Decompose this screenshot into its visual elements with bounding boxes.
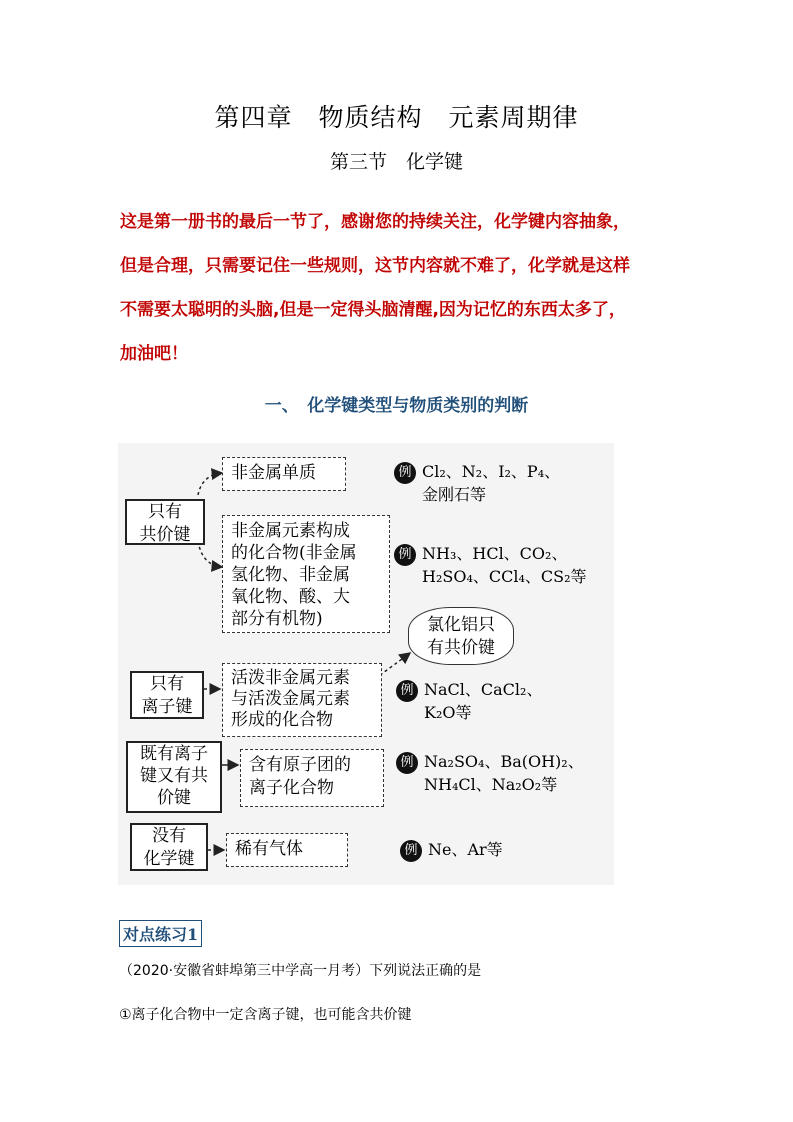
box-text: 离子化合物 <box>249 778 334 798</box>
example-4 <box>396 751 584 796</box>
statement-1: ①离子化合物中一定含离子键，也可能含共价键 <box>119 1007 412 1023</box>
nonmetal-element-box: 非金属单质 <box>222 457 346 491</box>
example-1 <box>394 461 560 506</box>
question-source: （2020·安徽省蚌埠第三中学高一月考）下列说法正确的是 <box>119 963 482 979</box>
box-text: 没有 <box>152 826 186 846</box>
example-5 <box>400 839 503 862</box>
example-icon: 例 <box>394 544 416 566</box>
example-text: NaCl、CaCl₂、 <box>424 680 543 699</box>
box-text: 离子键 <box>141 697 193 717</box>
box-text: 共价键 <box>139 525 191 545</box>
bond-type-diagram <box>118 443 614 885</box>
chapter-title: 第四章 物质结构 元素周期律 <box>214 103 579 132</box>
box-text: 与活泼金属元素 <box>231 689 350 709</box>
box-text: 含有原子团的 <box>249 755 351 775</box>
example-text: NH₃、HCl、CO₂、 <box>422 544 568 563</box>
box-text: 价键 <box>157 788 191 808</box>
example-text: 金刚石等 <box>422 484 487 504</box>
box-text: 只有 <box>150 674 184 694</box>
exercise-label: 对点练习1 <box>119 920 202 947</box>
arrow-curve <box>380 653 410 675</box>
example-2 <box>394 543 587 588</box>
example-text: Cl₂、N₂、I₂、P₄、 <box>422 462 561 481</box>
box-text: 氢化物、非金属 <box>231 565 350 585</box>
box-text: 既有离子 <box>140 744 208 764</box>
box-text: 部分有机物) <box>231 609 323 629</box>
intro-line: 但是合理，只需要记住一些规则，这节内容就不难了，化学就是这样 <box>120 256 630 276</box>
cloud-text: 有共价键 <box>427 638 495 658</box>
example-text: Ne、Ar等 <box>428 840 503 859</box>
example-icon: 例 <box>396 752 418 774</box>
active-compound-box <box>222 663 382 737</box>
radical-compound-box <box>240 749 384 807</box>
box-text: 只有 <box>148 502 182 522</box>
category-only-covalent <box>125 499 205 545</box>
box-text: 氧化物、酸、大 <box>231 587 350 607</box>
category-both <box>126 741 222 813</box>
example-icon: 例 <box>396 680 418 702</box>
example-icon: 例 <box>400 840 422 862</box>
intro-line: 这是第一册书的最后一节了，感谢您的持续关注，化学键内容抽象， <box>120 212 630 232</box>
cloud-note <box>408 607 514 665</box>
box-text: 活泼非金属元素 <box>231 668 350 688</box>
noble-gas-box: 稀有气体 <box>226 833 348 867</box>
example-text: NH₄Cl、Na₂O₂等 <box>424 774 558 794</box>
category-only-ionic <box>130 671 204 719</box>
example-text: K₂O等 <box>424 702 472 722</box>
intro-line: 加油吧！ <box>120 344 188 364</box>
example-text: H₂SO₄、CCl₄、CS₂等 <box>422 566 587 586</box>
intro-line: 不需要太聪明的头脑,但是一定得头脑清醒,因为记忆的东西太多了， <box>120 300 626 320</box>
example-icon: 例 <box>394 462 416 484</box>
box-text: 键又有共 <box>140 766 208 786</box>
box-text: 形成的化合物 <box>231 710 333 730</box>
box-text: 化学键 <box>143 849 195 869</box>
example-text: Na₂SO₄、Ba(OH)₂、 <box>424 752 584 771</box>
section-subtitle: 第三节 化学键 <box>329 151 463 173</box>
category-none <box>130 823 208 871</box>
nonmetal-compound-box <box>222 515 390 633</box>
arrow-curve <box>198 473 222 495</box>
section-heading: 一、 化学键类型与物质类别的判断 <box>264 396 529 416</box>
cloud-text: 氯化铝只 <box>427 615 495 635</box>
example-3 <box>396 679 542 724</box>
box-text: 的化合物(非金属 <box>231 543 357 563</box>
intro-paragraph <box>120 200 680 376</box>
box-text: 非金属元素构成 <box>231 521 350 541</box>
